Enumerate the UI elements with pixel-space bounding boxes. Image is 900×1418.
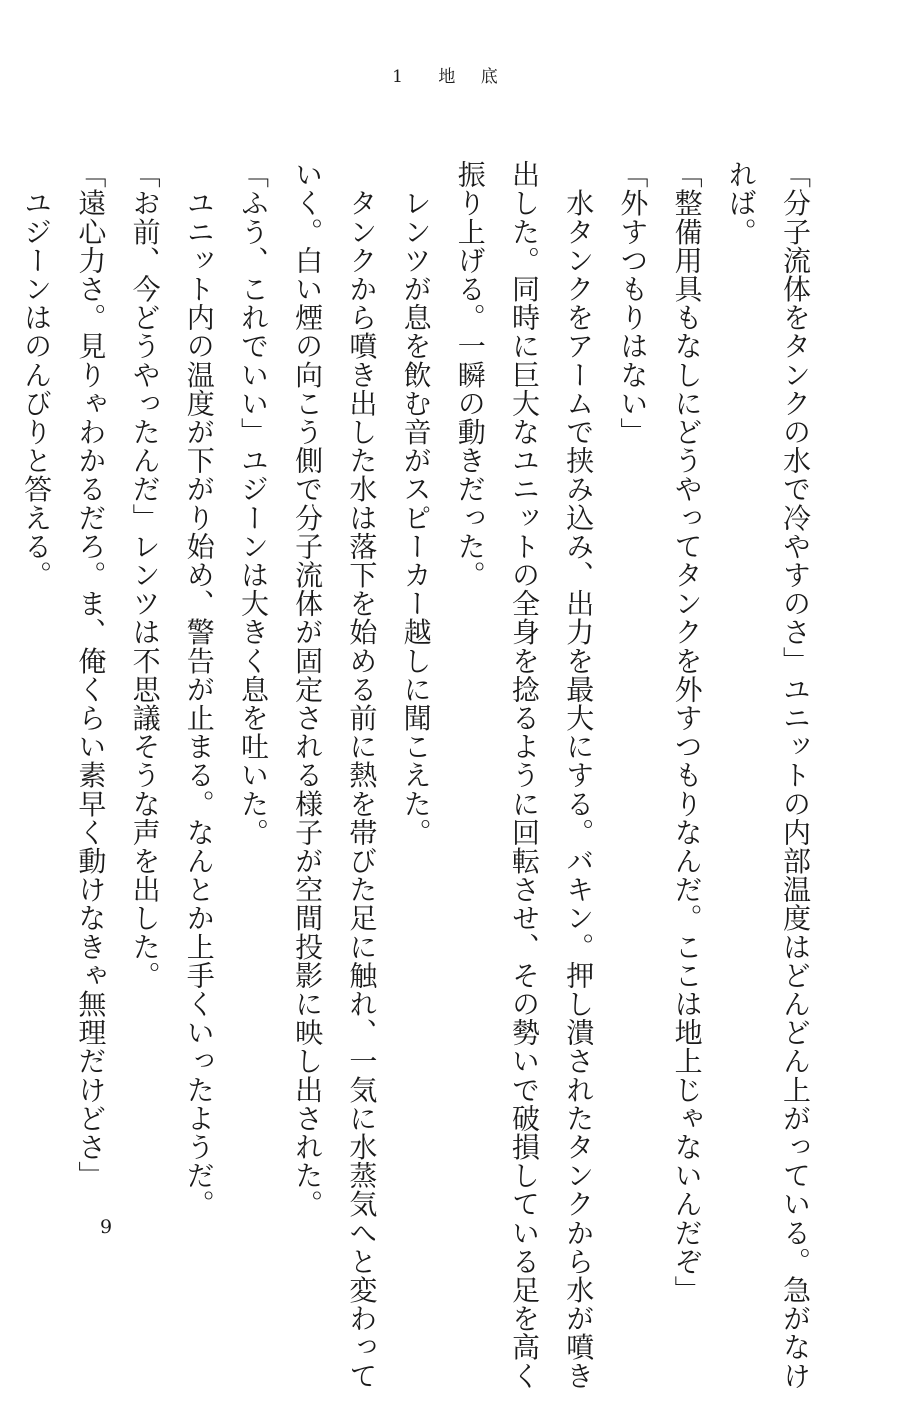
chapter-number: 1 (392, 67, 403, 87)
running-head (0, 62, 900, 87)
text-line: ユニット内の温度が下がり始め、警告が止まる。なんとか上手くいったようだ。 (182, 160, 216, 1219)
text-line: 「遠心力さ。見りゃわかるだろ。ま、俺くらい素早く動けなきゃ無理だけどさ」 (74, 160, 108, 1190)
text-line: 「お前、今どうやったんだ」レンツは不思議そうな声を出した。 (128, 160, 162, 990)
text-line: 出した。同時に巨大なユニットの全身を捻るように回転させ、その勢いで破損している足を高く (507, 160, 541, 1390)
text-line: 「外すつもりはない」 (616, 160, 650, 446)
chapter-title: 地 底 (438, 67, 508, 87)
text-line: 振り上げる。一瞬の動きだった。 (453, 160, 487, 589)
body-text (20, 160, 822, 1390)
text-line (0, 160, 9, 1170)
text-line: いく。白い煙の向こう側で分子流体が固定される様子が空間投影に映し出された。 (291, 160, 325, 1219)
text-line: 水タンクをアームで挟み込み、出力を最大にする。バキン。押し潰されたタンクから水が噴き (562, 160, 596, 1390)
text-line: 「整備用具もなしにどうやってタンクを外すつもりなんだ。ここは地上じゃないんだぞ」 (670, 160, 704, 1304)
page-number: 9 (100, 1216, 113, 1238)
text-line: 「分子流体をタンクの水で冷やすのさ」ユニットの内部温度はどんどん上がっている。急がなけ (779, 160, 812, 1390)
text-line: 「ふう、これでいい」ユジーンは大きく息を吐いた。 (236, 160, 270, 847)
text-line: れば。 (724, 160, 758, 246)
text-line: レンツが息を飲む音がスピーカー越しに聞こえた。 (399, 160, 433, 847)
text-line: タンクから噴き出した水は落下を始める前に熱を帯びた足に触れ、一気に水蒸気へと変わって (345, 160, 379, 1390)
text-line: ユジーンはのんびりと答える。 (20, 160, 54, 589)
